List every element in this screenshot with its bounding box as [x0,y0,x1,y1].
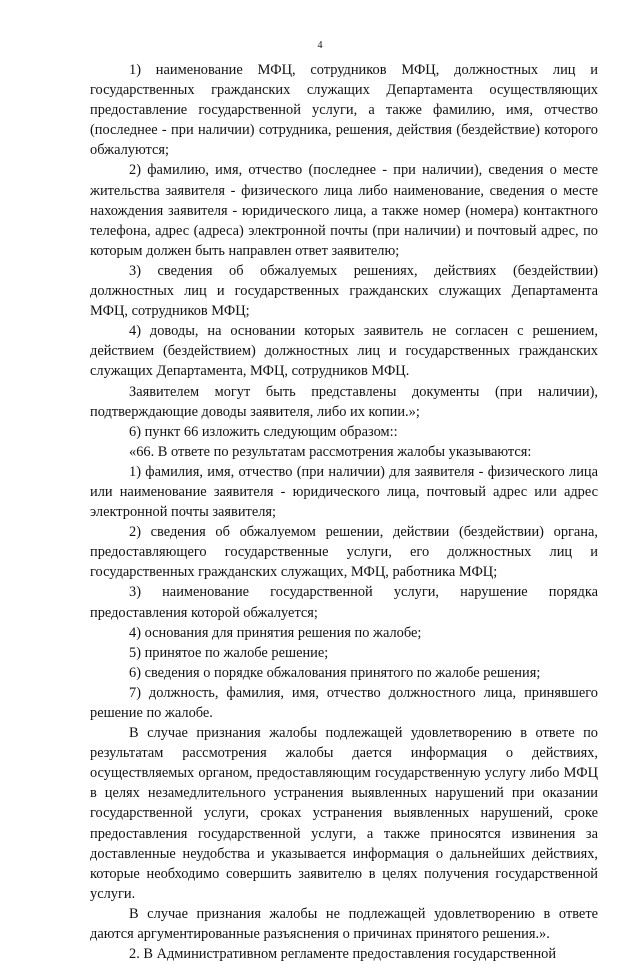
paragraph-item-3: 3) сведения об обжалуемых решениях, действиях (бездействии) должностных лиц и государственных гражданских служащих Департамента МФЦ, сотрудников МФЦ; [90,262,598,320]
paragraph-approved-case: В случае признания жалобы подлежащей удовлетворению в ответе по результатам рассмотрения жалобы дается информация о действиях, осуществляемых органом, предоставляющим государственную услугу либо МФЦ в целях незамедлительного устранения выявленных нарушений при оказании государственной услуги, сроках устранения выявленных нарушений, сроке предоставления государственной услуги, а также приносятся извинения за доставленные неудобства и указывается информация о дальнейших действиях, которые необходимо совершить заявителю в целях получения государственной услуги. [90,725,598,902]
document-body [90,60,598,964]
paragraph-rejected-case: В случае признания жалобы не подлежащей удовлетворению в ответе даются аргументированные разъяснения о причинах принятого решения.». [90,905,598,943]
paragraph-answer-item-7: 7) должность, фамилия, имя, отчество должностного лица, принявшего решение по жалобе. [90,684,598,721]
paragraph-documents-note: Заявителем могут быть представлены документы (при наличии), подтверждающие доводы заявителя, либо их копии.»; [90,383,598,420]
paragraph-answer-item-6: 6) сведения о порядке обжалования принятого по жалобе решения; [129,664,541,681]
paragraph-point-66-heading: «66. В ответе по результатам рассмотрения жалобы указываются: [129,443,532,460]
paragraph-answer-item-3: 3) наименование государственной услуги, нарушение порядка предоставления которой обжалуется; [90,584,598,621]
paragraph-item-2: 2) фамилию, имя, отчество (последнее - при наличии), сведения о месте жительства заявителя - физического лица либо наименование, сведения о месте нахождения заявителя - юридического лица, а также номер (номера) контактного телефона, адрес (адреса) электронной почты (при наличии) и почтовый адрес, по которым должен быть направлен ответ заявителю; [90,162,598,259]
paragraph-point-6: 6) пункт 66 изложить следующим образом:: [129,423,398,440]
paragraph-item-4: 4) доводы, на основании которых заявитель не согласен с решением, действием (бездействием) должностных лиц и государственных гражданских служащих Департамента, МФЦ, сотрудников МФЦ. [90,323,598,380]
paragraph-answer-item-1: 1) фамилия, имя, отчество (при наличии) для заявителя - физического лица или наименование заявителя - юридического лица, почтовый адрес или адрес электронной почты заявителя; [90,463,598,521]
paragraph-item-1: 1) наименование МФЦ, сотрудников МФЦ, должностных лиц и государственных гражданских служащих Департамента осуществляющих предоставление государственной услуги, а также фамилию, имя, отчество (последнее - при наличии) сотрудника, решения, действия (бездействие) которого обжалуются; [90,62,598,159]
paragraph-answer-item-5: 5) принятое по жалобе решение; [129,644,329,661]
paragraph-answer-item-4: 4) основания для принятия решения по жалобе; [129,624,422,641]
paragraph-answer-item-2: 2) сведения об обжалуемом решении, действии (бездействии) органа, предоставляющего государственные услуги, его должностных лиц и государственных гражданских служащих, МФЦ, работника МФЦ; [90,524,598,581]
page-number: 4 [317,40,323,51]
paragraph-section-2: 2. В Административном регламенте предоставления государственной [129,946,557,963]
